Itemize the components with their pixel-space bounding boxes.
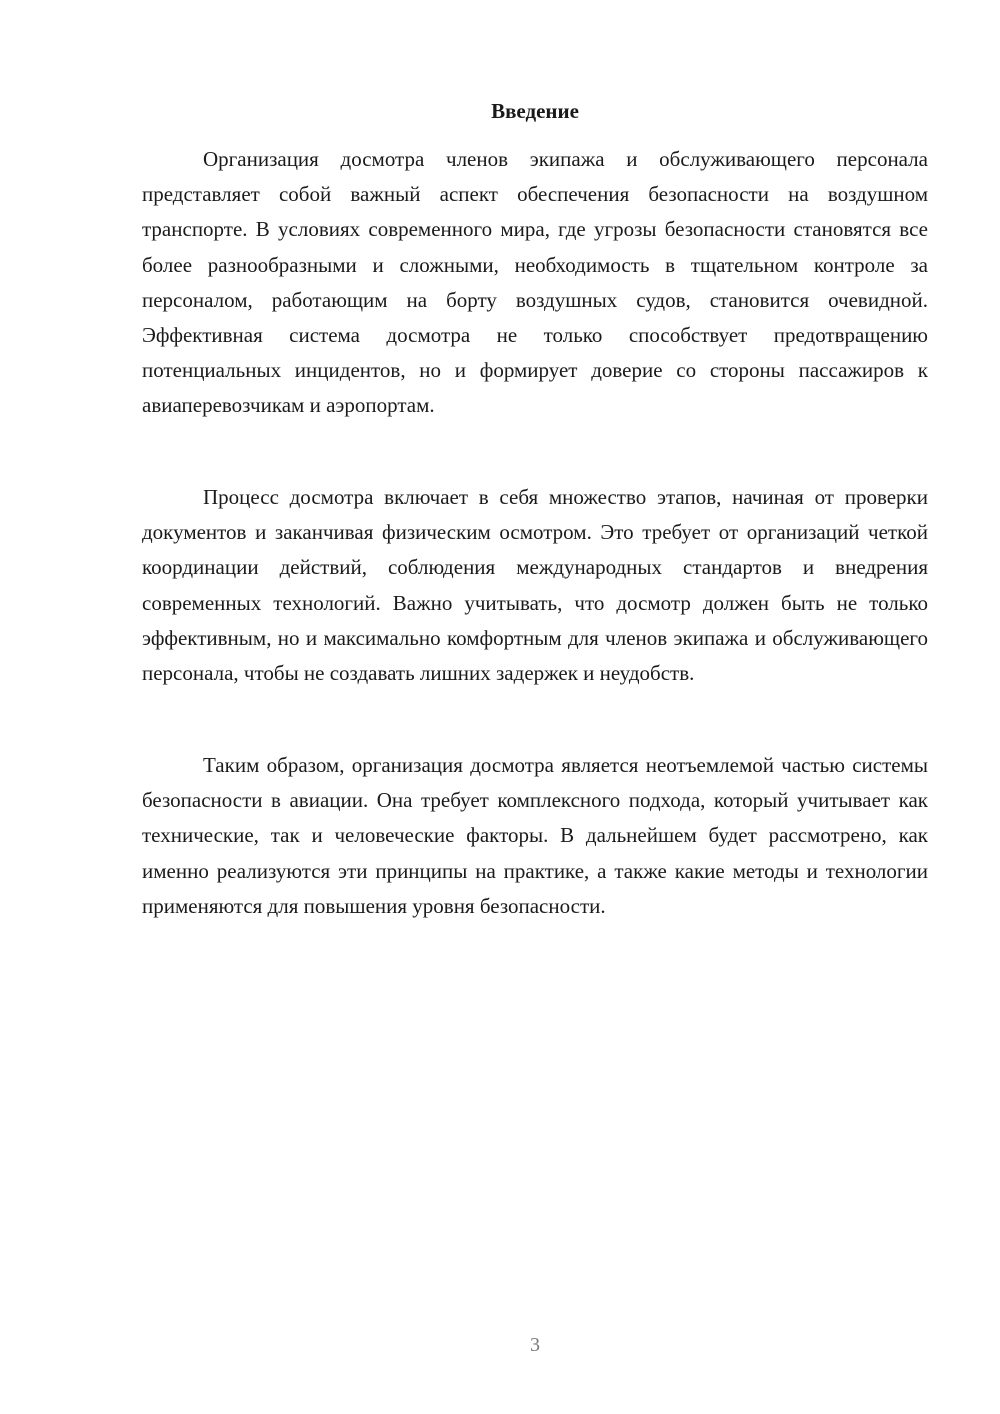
page-number: 3 — [530, 1334, 540, 1356]
paragraph-3: Таким образом, организация досмотра является неотъемлемой частью системы безопасности в авиации. Она требует комплексного подхода, который учитывает как технические, так и человеческие факторы. В дальнейшем будет рассмотрено, как именно реализуются эти принципы на практике, а также какие методы и технологии применяются для повышения уровня безопасности. — [142, 753, 928, 918]
paragraph-2: Процесс досмотра включает в себя множество этапов, начиная от проверки документов и заканчивая физическим осмотром. Это требует от организаций четкой координации действий, соблюдения международных стандартов и внедрения современных технологий. Важно учитывать, что досмотр должен быть не только эффективным, но и максимально комфортным для членов экипажа и обслуживающего персонала, чтобы не создавать лишних задержек и неудобств. — [142, 485, 928, 686]
paragraph-1: Организация досмотра членов экипажа и обслуживающего персонала представляет собой важный аспект обеспечения безопасности на воздушном транспорте. В условиях современного мира, где угрозы безопасности становятся все более разнообразными и сложными, необходимость в тщательном контроле за персоналом, работающим на борту воздушных судов, становится очевидной. Эффективная система досмотра не только способствует предотвращению потенциальных инцидентов, но и формирует доверие со стороны пассажиров к авиаперевозчикам и аэропортам. — [142, 147, 928, 418]
section-heading: Введение — [491, 99, 579, 123]
